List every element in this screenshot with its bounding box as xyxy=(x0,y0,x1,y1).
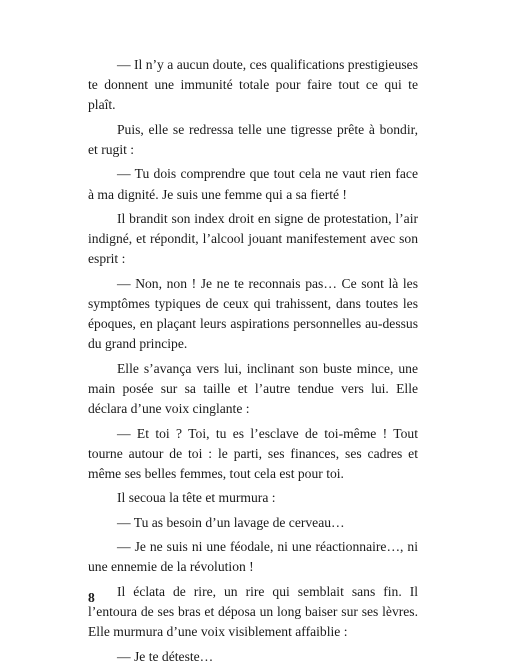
paragraph: Elle s’avança vers lui, inclinant son buste mince, une main posée sur sa taille et l’autre tendue vers lui. Elle déclara d’une voix cinglante : xyxy=(88,360,418,417)
paragraph: Il secoua la tête et murmura : xyxy=(117,490,276,506)
paragraph: — Non, non ! Je ne te reconnais pas… Ce sont là les symptômes typiques de ceux qui trahissent, dans toutes les époques, en plaçant leurs aspirations personnelles au-dessus du grand principe. xyxy=(88,275,418,352)
paragraph: — Et toi ? Toi, tu es l’esclave de toi-même ! Tout tourne autour de toi : le parti, ses finances, ses cadres et même ses belles femmes, tout cela est pour toi. xyxy=(88,425,418,481)
paragraph: Il éclata de rire, un rire qui semblait sans fin. Il l’entoura de ses bras et déposa un long baiser sur ses lèvres. Elle murmura d’une voix visiblement affaiblie : xyxy=(88,583,418,640)
paragraph: — Je ne suis ni une féodale, ni une réactionnaire…, ni une ennemie de la révolution ! xyxy=(88,539,418,575)
paragraph: — Tu dois comprendre que tout cela ne vaut rien face à ma dignité. Je suis une femme qui a sa fierté ! xyxy=(88,166,418,202)
paragraph: — Tu as besoin d’un lavage de cerveau… xyxy=(117,514,345,530)
paragraph: — Je te déteste… xyxy=(117,648,214,664)
body-text xyxy=(88,55,418,671)
paragraph: Il brandit son index droit en signe de protestation, l’air indigné, et répondit, l’alcool jouant manifestement avec son esprit : xyxy=(88,210,418,267)
paragraph: — Il n’y a aucun doute, ces qualifications prestigieuses te donnent une immunité totale pour faire tout ce qui te plaît. xyxy=(88,57,418,113)
paragraph: Puis, elle se redressa telle une tigresse prête à bondir, et rugit : xyxy=(88,121,418,157)
page-number: 8 xyxy=(88,590,95,605)
